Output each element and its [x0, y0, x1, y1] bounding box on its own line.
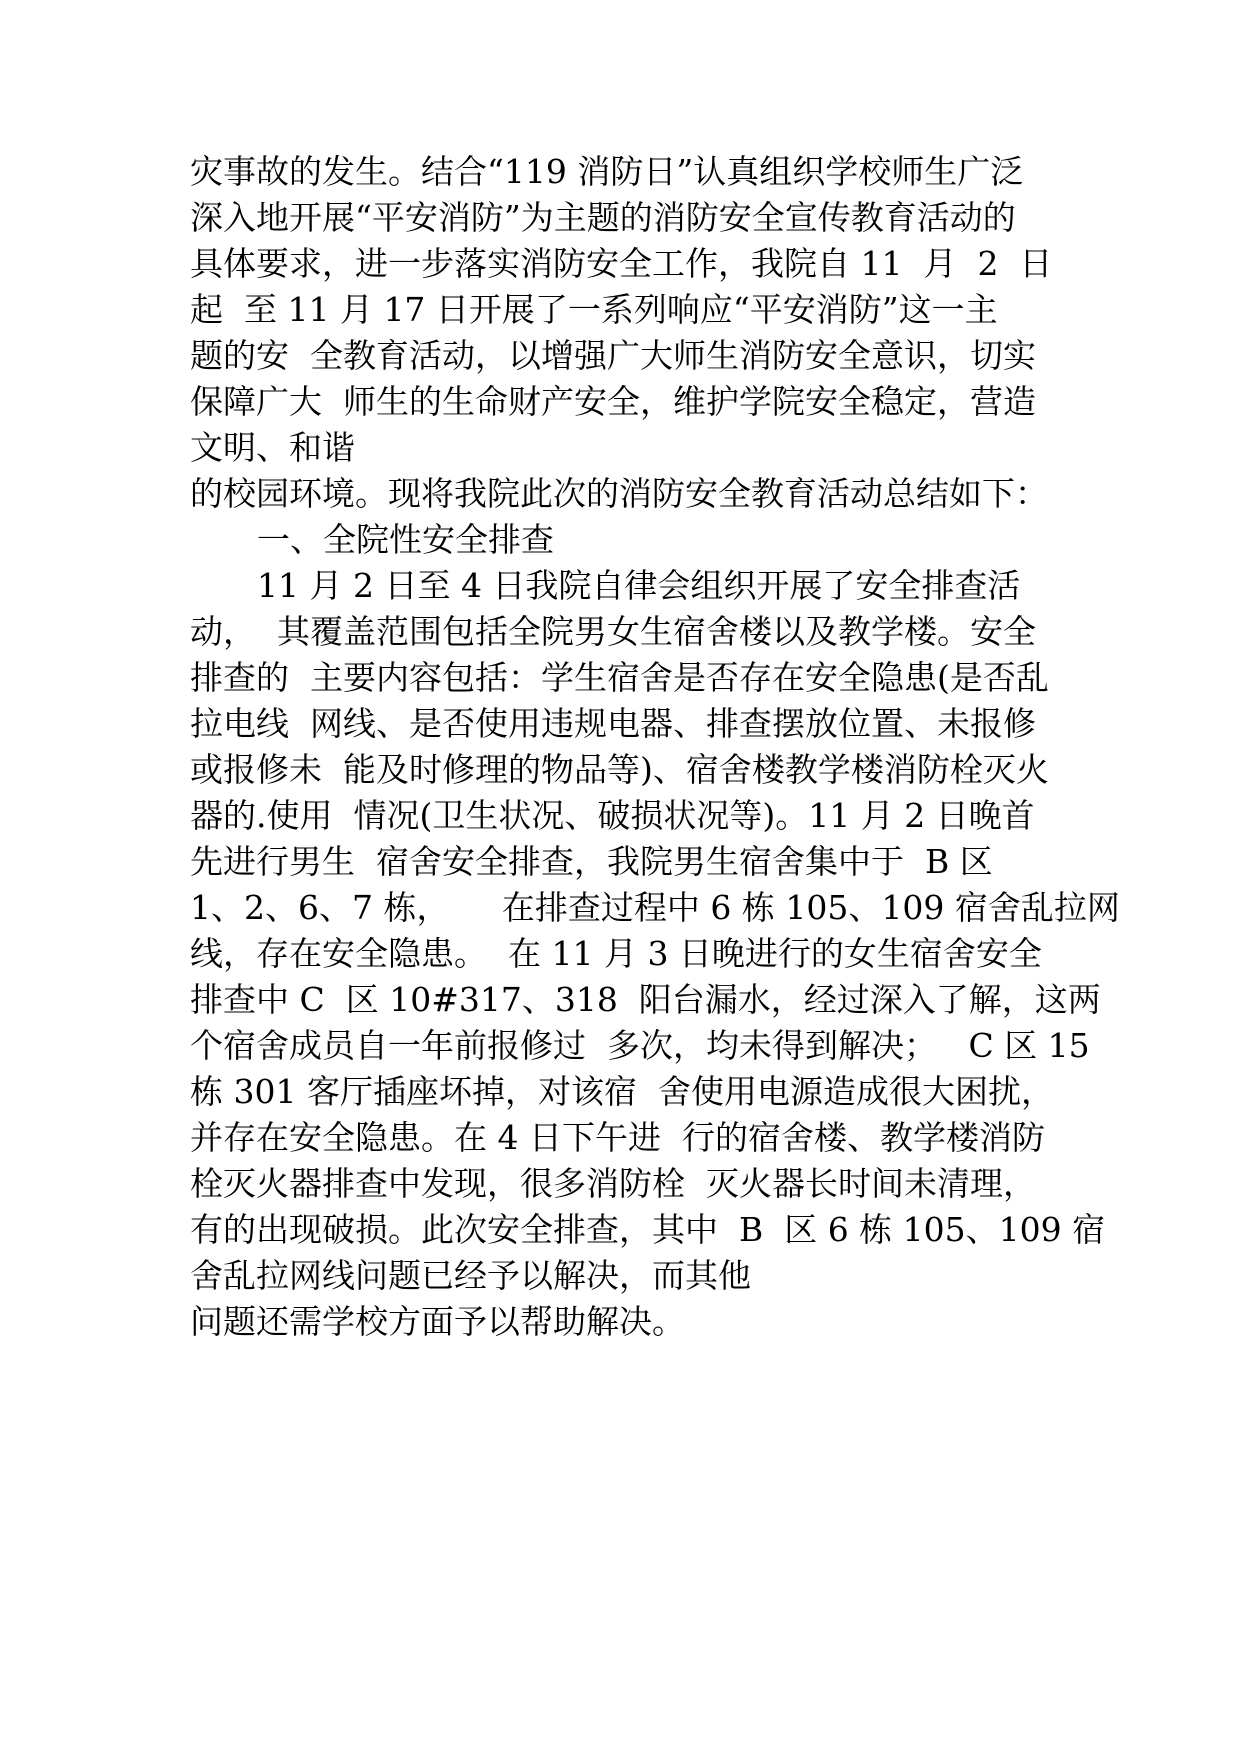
- body-line: 文明、和谐: [190, 428, 355, 467]
- body-line: 灾事故的发生。结合“119 消防日”认真组织学校师生广泛: [190, 152, 1024, 191]
- paragraph-first-line: 11 月 2 日至 4 日我院自律会组织开展了安全排查活: [257, 566, 1021, 605]
- body-line: 线，存在安全隐患。 在 11 月 3 日晚进行的女生宿舍安全: [190, 934, 1042, 973]
- body-line: 题的安 全教育活动，以增强广大师生消防安全意识，切实: [190, 336, 1036, 375]
- body-line: 保障广大 师生的生命财产安全，维护学院安全稳定，营造: [190, 382, 1036, 421]
- body-line: 并存在安全隐患。在 4 日下午进 行的宿舍楼、教学楼消防: [190, 1118, 1045, 1157]
- section-heading: 一、全院性安全排查: [257, 520, 554, 559]
- body-line: 深入地开展“平安消防”为主题的消防安全宣传教育活动的: [190, 198, 1016, 237]
- body-line: 舍乱拉网线问题已经予以解决，而其他: [190, 1256, 751, 1295]
- body-line: 排查的 主要内容包括：学生宿舍是否存在安全隐患(是否乱: [190, 658, 1049, 697]
- body-line: 有的出现破损。此次安全排查，其中 B 区 6 栋 105、109 宿: [190, 1210, 1106, 1249]
- body-line: 栓灭火器排查中发现，很多消防栓 灭火器长时间未清理，: [190, 1164, 1036, 1203]
- body-line: 栋 301 客厅插座坏掉，对该宿 舍使用电源造成很大困扰，: [190, 1072, 1054, 1111]
- body-line: 或报修未 能及时修理的物品等)、宿舍楼教学楼消防栓灭火: [190, 750, 1049, 789]
- body-line: 具体要求，进一步落实消防安全工作，我院自 11 月 2 日: [190, 244, 1053, 283]
- body-line: 器的.使用 情况(卫生状况、破损状况等)。11 月 2 日晚首: [190, 796, 1035, 835]
- body-line: 1、2、6、7 栋， 在排查过程中 6 栋 105、109 宿舍乱拉网: [190, 888, 1120, 927]
- body-line: 排查中 C 区 10#317、318 阳台漏水，经过深入了解，这两: [190, 980, 1101, 1019]
- body-line: 起 至 11 月 17 日开展了一系列响应“平安消防”这一主: [190, 290, 998, 329]
- body-line: 拉电线 网线、是否使用违规电器、排查摆放位置、未报修: [190, 704, 1036, 743]
- body-line: 动， 其覆盖范围包括全院男女生宿舍楼以及教学楼。安全: [190, 612, 1036, 651]
- body-line: 问题还需学校方面予以帮助解决。: [190, 1302, 685, 1341]
- body-line: 先进行男生 宿舍安全排查，我院男生宿舍集中于 B 区: [190, 842, 993, 881]
- body-line: 个宿舍成员自一年前报修过 多次，均未得到解决； C 区 15: [190, 1026, 1090, 1065]
- body-line: 的校园环境。现将我院此次的消防安全教育活动总结如下：: [190, 474, 1048, 513]
